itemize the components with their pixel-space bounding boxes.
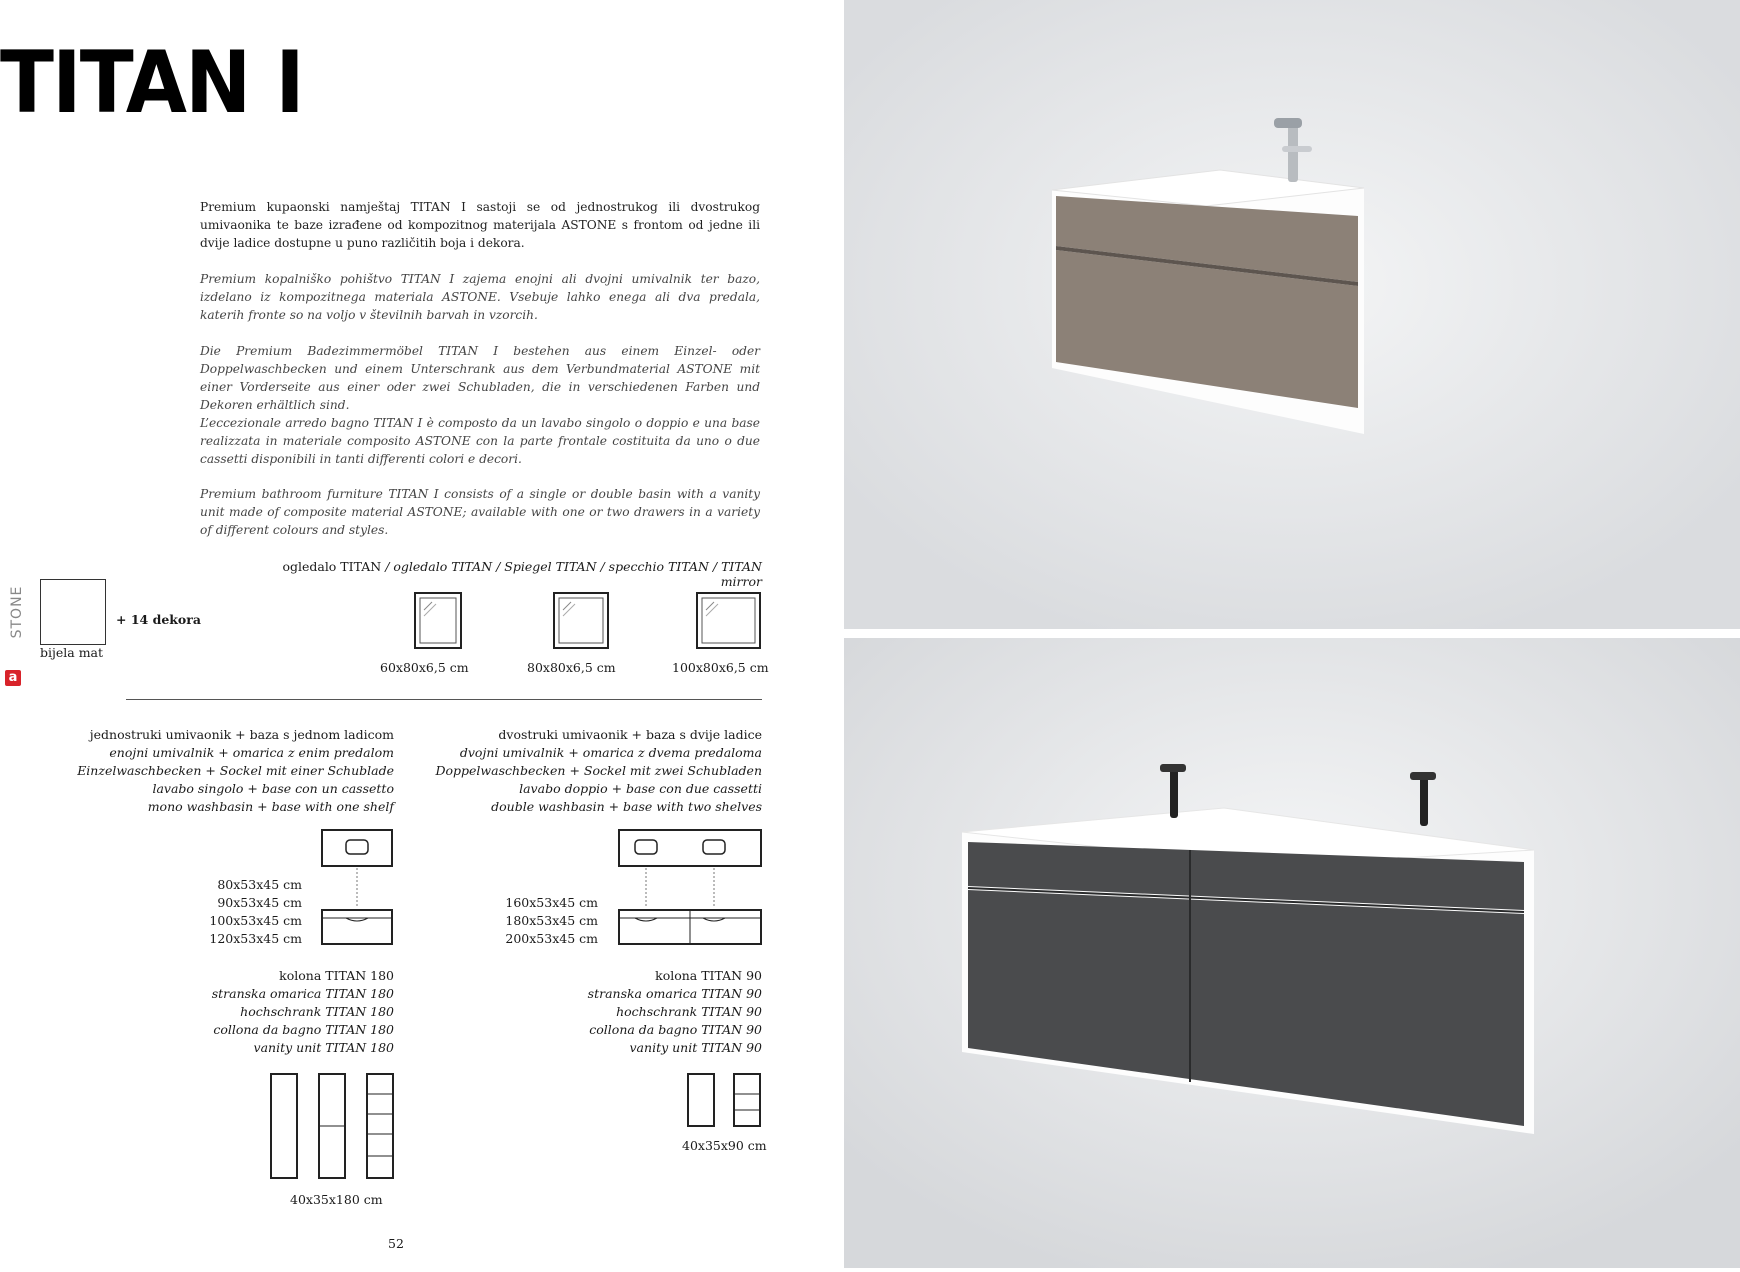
column90-line-it: collona da bagno TITAN 90 (589, 1022, 762, 1037)
single-basin-sizes (180, 876, 302, 948)
column90-line-hr: kolona TITAN 90 (655, 968, 762, 983)
double-size: 160x53x45 cm (505, 895, 598, 910)
double-size: 180x53x45 cm (505, 913, 598, 928)
single-line-sl: enojni umivalnik + omarica z enim predalom (109, 745, 394, 760)
column180-line-sl: stranska omarica TITAN 180 (211, 986, 394, 1001)
column-90-drawing (686, 1072, 762, 1130)
column180-line-en: vanity unit TITAN 180 (253, 1040, 394, 1055)
column-180-drawing (268, 1072, 396, 1182)
mirror-80-icon (553, 592, 609, 650)
product-photo-single (844, 0, 1740, 629)
column90-line-en: vanity unit TITAN 90 (629, 1040, 762, 1055)
single-size: 100x53x45 cm (209, 913, 302, 928)
swatch-label: bijela mat (40, 645, 104, 660)
mirror-100-icon (696, 592, 762, 650)
page-title: TITAN I (0, 33, 303, 133)
single-size: 120x53x45 cm (209, 931, 302, 946)
single-line-en: mono washbasin + base with one shelf (147, 799, 394, 814)
mirror-heading (250, 559, 762, 589)
single-line-it: lavabo singolo + base con un cassetto (152, 781, 394, 796)
mirror-heading-translations: / ogledalo TITAN / Spiegel TITAN / specchio TITAN / TITAN mirror (381, 559, 762, 589)
single-line-de: Einzelwaschbecken + Sockel mit einer Schublade (77, 763, 394, 778)
single-basin-drawing (318, 828, 396, 946)
double-line-de: Doppelwaschbecken + Sockel mit zwei Schubladen (435, 763, 762, 778)
astone-logo (4, 566, 25, 686)
double-vanity-illustration (844, 638, 1740, 1268)
single-size: 80x53x45 cm (217, 877, 302, 892)
mirror-size-100: 100x80x6,5 cm (672, 660, 769, 675)
double-basin-drawing (617, 828, 763, 946)
single-basin-description (60, 726, 394, 816)
single-line-hr: jednostruki umivaonik + baza s jednom ladicom (89, 727, 394, 742)
column90-line-sl: stranska omarica TITAN 90 (587, 986, 762, 1001)
mirror-heading-main: ogledalo TITAN (282, 559, 382, 574)
column180-line-de: hochschrank TITAN 180 (240, 1004, 394, 1019)
double-size: 200x53x45 cm (505, 931, 598, 946)
mirror-size-80: 80x80x6,5 cm (527, 660, 616, 675)
mirror-size-60: 60x80x6,5 cm (380, 660, 469, 675)
page-number: 52 (388, 1236, 404, 1251)
single-size: 90x53x45 cm (217, 895, 302, 910)
double-basin-description (430, 726, 762, 816)
column180-line-it: collona da bagno TITAN 180 (213, 1022, 394, 1037)
single-vanity-illustration (844, 0, 1740, 629)
double-line-hr: dvostruki umivaonik + baza s dvije ladice (498, 727, 762, 742)
mirror-60-icon (414, 592, 464, 650)
description-de: Die Premium Badezimmermöbel TITAN I bestehen aus einem Einzel- oder Doppelwaschbecken und einem Unterschrank aus dem Verbundmaterial ASTONE mit einer Vorderseite aus einer oder zwei Schubladen, die in verschiedenen Farben und Dekoren erhältlich sind. (200, 344, 760, 412)
double-line-it: lavabo doppio + base con due cassetti (519, 781, 762, 796)
astone-logo-word: STONE (9, 585, 25, 639)
column-180-description (160, 967, 394, 1057)
astone-logo-badge: a (5, 670, 21, 686)
description-it: L’eccezionale arredo bagno TITAN I è composto da un lavabo singolo o doppio e una base realizzata in materiale composito ASTONE con la parte frontale costituita da uno o due cassetti disponibili in tanti differenti colori e decori. (200, 416, 760, 466)
column90-line-de: hochschrank TITAN 90 (616, 1004, 762, 1019)
column-180-size: 40x35x180 cm (290, 1192, 383, 1207)
color-swatch-white (40, 579, 106, 645)
product-photo-double (844, 638, 1740, 1268)
decor-count: + 14 dekora (116, 612, 201, 627)
description-en: Premium bathroom furniture TITAN I consists of a single or double basin with a vanity unit made of composite material ASTONE; available with one or two drawers in a variety of different colours and styles. (200, 487, 760, 537)
column180-line-hr: kolona TITAN 180 (279, 968, 394, 983)
double-line-sl: dvojni umivalnik + omarica z dvema predaloma (459, 745, 762, 760)
description-hr: Premium kupaonski namještaj TITAN I sastoji se od jednostrukog ili dvostrukog umivaonika te baze izrađene od kompozitnog materijala ASTONE s frontom od jedne ili dvije ladice dostupne u puno različitih boja i dekora. (200, 200, 760, 250)
column-90-description (520, 967, 762, 1057)
divider (126, 699, 762, 700)
double-basin-sizes (480, 894, 598, 948)
description-sl: Premium kopalniško pohištvo TITAN I zajema enojni ali dvojni umivalnik ter bazo, izdelano iz kompozitnega materiala ASTONE. Vsebuje lahko enega ali dva predala, katerih fronte so na voljo v številnih barvah in vzorcih. (200, 272, 760, 322)
column-90-size: 40x35x90 cm (682, 1138, 767, 1153)
double-line-en: double washbasin + base with two shelves (491, 799, 762, 814)
